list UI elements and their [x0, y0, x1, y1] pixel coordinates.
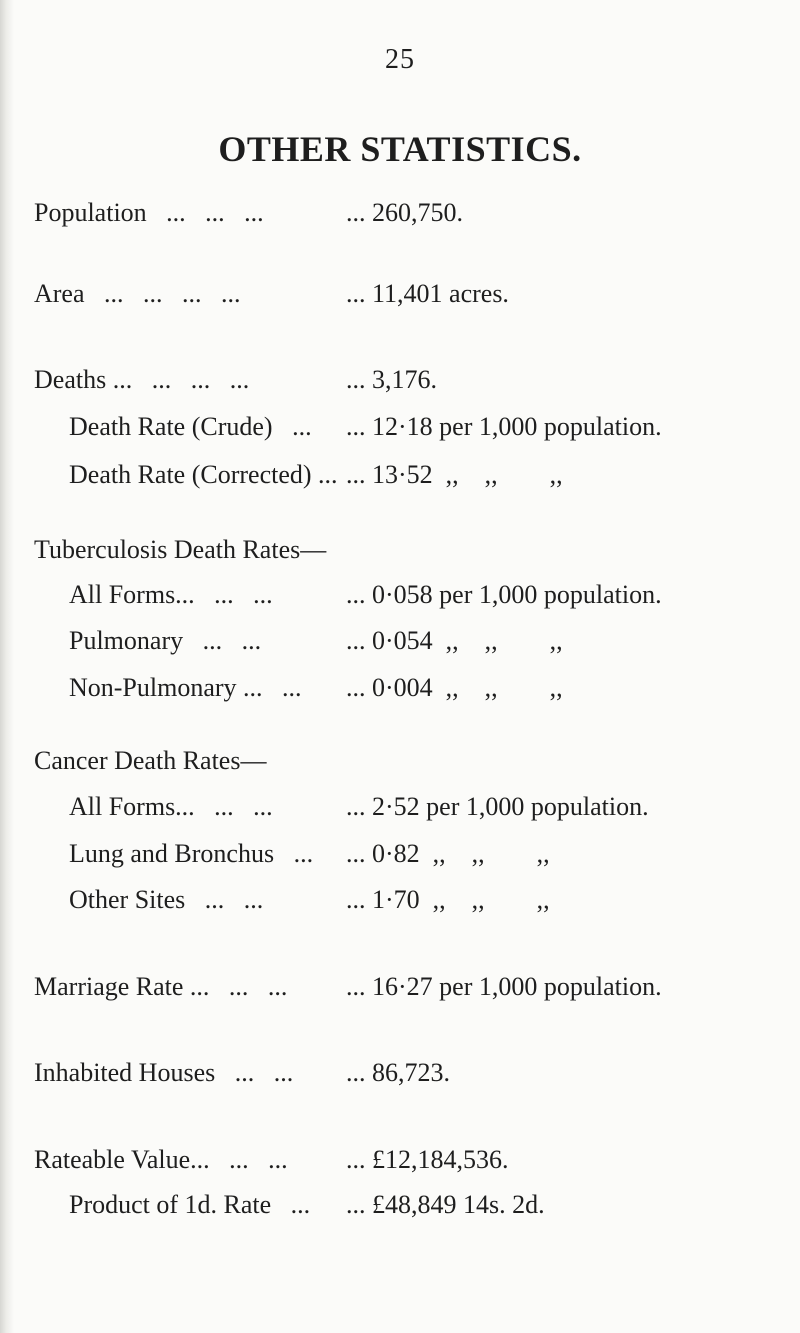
label-death-rate-corrected: Death Rate (Corrected) ...: [69, 460, 338, 489]
label-tb-non-pulmonary: Non-Pulmonary ... ...: [69, 673, 302, 702]
value-death-rate-crude: ... 12·18 per 1,000 population.: [346, 412, 662, 441]
page-title: OTHER STATISTICS.: [218, 129, 582, 169]
label-death-rate-crude: Death Rate (Crude) ...: [69, 412, 312, 441]
value-marriage-rate: ... 16·27 per 1,000 population.: [346, 972, 662, 1001]
value-death-rate-corrected: ... 13·52 ,, ,, ,,: [346, 460, 563, 489]
value-cancer-all-forms: ... 2·52 per 1,000 population.: [346, 792, 649, 821]
value-deaths: ... 3,176.: [346, 365, 437, 394]
value-cancer-other: ... 1·70 ,, ,, ,,: [346, 885, 550, 914]
label-deaths: Deaths ... ... ... ...: [34, 365, 250, 394]
value-rateable-value: ... £12,184,536.: [346, 1145, 509, 1174]
label-marriage-rate: Marriage Rate ... ... ...: [34, 972, 288, 1001]
label-tb-pulmonary: Pulmonary ... ...: [69, 626, 262, 655]
page-edge-shadow: [0, 0, 14, 1333]
label-population: Population ... ... ...: [34, 198, 264, 227]
value-product-1d-rate: ... £48,849 14s. 2d.: [346, 1190, 545, 1219]
value-inhabited-houses: ... 86,723.: [346, 1058, 450, 1087]
label-cancer-all-forms: All Forms... ... ...: [69, 792, 273, 821]
label-area: Area ... ... ... ...: [34, 279, 241, 308]
label-cancer-other: Other Sites ... ...: [69, 885, 264, 914]
tuberculosis-heading: Tuberculosis Death Rates—: [34, 535, 327, 564]
value-tb-all-forms: ... 0·058 per 1,000 population.: [346, 580, 662, 609]
label-rateable-value: Rateable Value... ... ...: [34, 1145, 288, 1174]
label-inhabited-houses: Inhabited Houses ... ...: [34, 1058, 294, 1087]
value-area: ... 11,401 acres.: [346, 279, 509, 308]
value-tb-pulmonary: ... 0·054 ,, ,, ,,: [346, 626, 563, 655]
label-tb-all-forms: All Forms... ... ...: [69, 580, 273, 609]
value-cancer-lung: ... 0·82 ,, ,, ,,: [346, 839, 550, 868]
label-product-1d-rate: Product of 1d. Rate ...: [69, 1190, 311, 1219]
page-number: 25: [385, 44, 415, 75]
label-cancer-lung: Lung and Bronchus ...: [69, 839, 314, 868]
value-population: ... 260,750.: [346, 198, 463, 227]
value-tb-non-pulmonary: ... 0·004 ,, ,, ,,: [346, 673, 563, 702]
cancer-heading: Cancer Death Rates—: [34, 746, 267, 775]
